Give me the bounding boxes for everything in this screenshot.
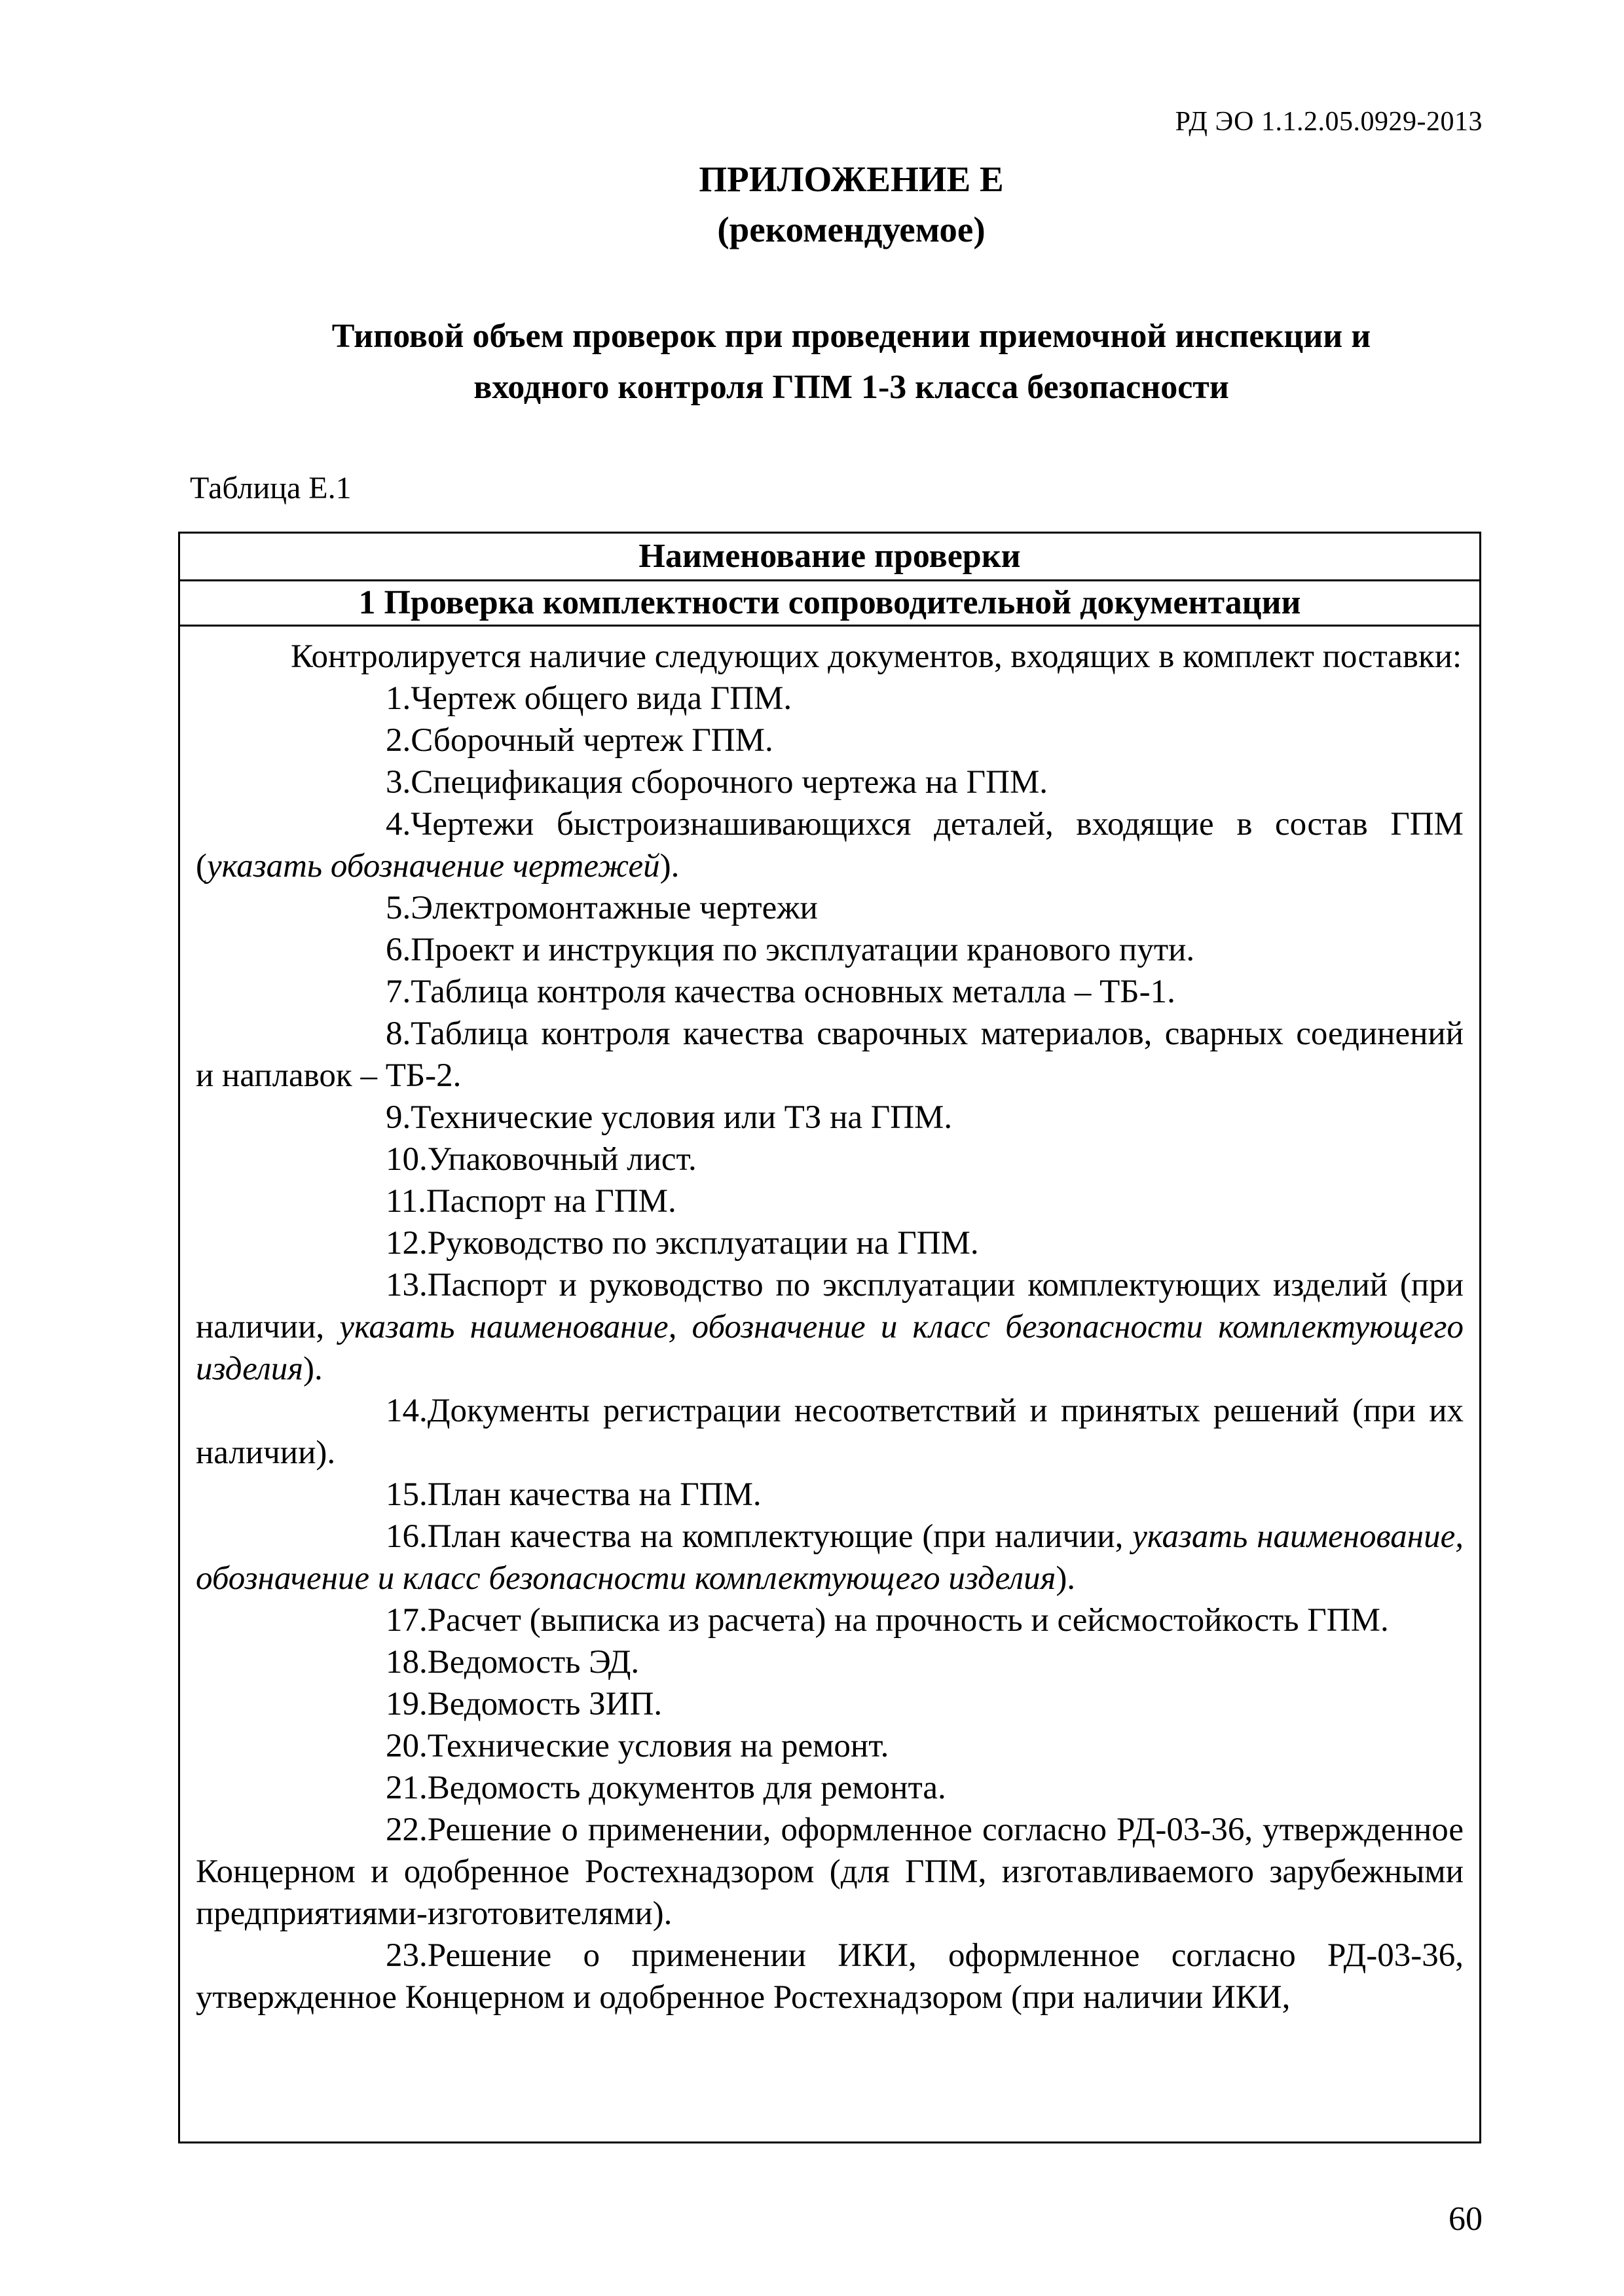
list-item-number: 12.: [386, 1225, 428, 1262]
list-item-number: 20.: [386, 1728, 428, 1764]
page-number: 60: [1449, 2200, 1483, 2238]
document-heading: [196, 311, 1506, 413]
list-item-text: Ведомость ЭД.: [427, 1644, 640, 1681]
column-header: Наименование проверки: [179, 533, 1481, 581]
list-item-number: 4.: [386, 806, 411, 843]
list-item: [196, 1725, 1464, 1767]
document-list: [196, 678, 1464, 2018]
table-caption: Таблица Е.1: [190, 471, 352, 505]
list-item-number: 18.: [386, 1644, 428, 1681]
list-item-number: 13.: [386, 1267, 428, 1303]
list-item-text: Таблица контроля качества сварочных материалов, сварных соединений и наплавок – ТБ-2.: [196, 1015, 1464, 1094]
list-item-number: 2.: [386, 722, 411, 759]
list-item: [196, 678, 1464, 720]
list-item: [196, 1767, 1464, 1809]
list-item-text: Чертеж общего вида ГПМ.: [411, 680, 792, 717]
list-item-text: Паспорт на ГПМ.: [426, 1183, 676, 1220]
list-item-number: 15.: [386, 1476, 428, 1513]
list-item: [196, 1013, 1464, 1097]
list-item-text: Руководство по эксплуатации на ГПМ.: [427, 1225, 979, 1262]
list-item-text: Паспорт и руководство по эксплуатации комплектующих изделий (при наличии,: [196, 1267, 1464, 1345]
list-item-number: 9.: [386, 1099, 411, 1136]
list-item: [196, 1935, 1464, 2018]
heading-line-1: Типовой объем проверок при проведении приемочной инспекции и: [331, 318, 1371, 355]
list-item-number: 5.: [386, 890, 411, 926]
section-title: 1 Проверка комплектности сопроводительной документации: [179, 581, 1481, 626]
list-item-number: 17.: [386, 1602, 428, 1639]
list-item-number: 14.: [386, 1393, 428, 1429]
list-item: [196, 1390, 1464, 1474]
list-item-text: Электромонтажные чертежи: [411, 890, 818, 926]
list-item-text: Ведомость документов для ремонта.: [427, 1770, 946, 1806]
list-item: [196, 1683, 1464, 1725]
list-item-text: Упаковочный лист.: [427, 1141, 697, 1178]
list-item-number: 8.: [386, 1015, 411, 1052]
checks-table: [178, 532, 1481, 2143]
list-item-tail: ).: [303, 1351, 323, 1387]
table-header-row: [179, 533, 1481, 581]
document-code: РД ЭО 1.1.2.05.0929-2013: [1175, 107, 1483, 137]
list-item-text: План качества на комплектующие (при наличии,: [427, 1518, 1133, 1555]
list-item: [196, 1180, 1464, 1222]
list-item-text: Чертежи быстроизнашивающихся деталей, входящие в состав ГПМ (: [196, 806, 1464, 884]
list-item-number: 19.: [386, 1686, 428, 1722]
list-item: [196, 1809, 1464, 1935]
list-item-number: 21.: [386, 1770, 428, 1806]
content-cell: [179, 626, 1481, 2143]
list-item-text: Сборочный чертеж ГПМ.: [411, 722, 773, 759]
list-item: [196, 761, 1464, 803]
appendix-title: ПРИЛОЖЕНИЕ Е: [699, 159, 1004, 199]
list-item: [196, 1516, 1464, 1599]
list-item-note: указать обозначение чертежей: [206, 848, 660, 884]
list-item-text: Технические условия на ремонт.: [427, 1728, 889, 1764]
list-item-text: Документы регистрации несоответствий и принятых решений (при их наличии).: [196, 1393, 1464, 1471]
list-item-number: 6.: [386, 932, 411, 968]
list-item: [196, 1139, 1464, 1180]
list-item-number: 7.: [386, 974, 411, 1010]
list-item-number: 11.: [386, 1183, 426, 1220]
list-item-text: Технические условия или ТЗ на ГПМ.: [411, 1099, 953, 1136]
list-item-number: 10.: [386, 1141, 428, 1178]
list-item-number: 1.: [386, 680, 411, 717]
list-item-text: Спецификация сборочного чертежа на ГПМ.: [411, 764, 1048, 801]
list-item-text: Проект и инструкция по эксплуатации кранового пути.: [411, 932, 1195, 968]
list-item: [196, 887, 1464, 929]
list-item-number: 22.: [386, 1812, 428, 1848]
list-item-number: 3.: [386, 764, 411, 801]
list-item: [196, 1097, 1464, 1139]
list-item-tail: ).: [1056, 1560, 1076, 1597]
list-item-text: Ведомость ЗИП.: [427, 1686, 663, 1722]
list-item-number: 23.: [386, 1937, 428, 1974]
section-row: [179, 581, 1481, 626]
list-item-text: Таблица контроля качества основных металла – ТБ-1.: [411, 974, 1175, 1010]
list-item-text: Расчет (выписка из расчета) на прочность и сейсмостойкость ГПМ.: [427, 1602, 1389, 1639]
list-item: [196, 929, 1464, 971]
content-row: [179, 626, 1481, 2143]
list-item-text: План качества на ГПМ.: [427, 1476, 762, 1513]
list-item: [196, 803, 1464, 887]
list-item-tail: ).: [659, 848, 680, 884]
list-item-note: указать наименование, обозначение и класс безопасности комплектующего изделия: [196, 1518, 1464, 1597]
list-item-note: указать наименование, обозначение и класс безопасности комплектующего изделия: [196, 1309, 1464, 1387]
list-item-text: Решение о применении ИКИ, оформленное согласно РД-03-36, утвержденное Концерном и одобренное Ростехнадзором (при наличии ИКИ,: [196, 1937, 1464, 2016]
list-item-text: Решение о применении, оформленное согласно РД-03-36, утвержденное Концерном и одобренное Ростехнадзором (для ГПМ, изготавливаемого зарубежными предприятиями-изготовителями).: [196, 1812, 1464, 1932]
list-item-number: 16.: [386, 1518, 428, 1555]
list-item: [196, 1264, 1464, 1390]
list-item: [196, 720, 1464, 761]
intro-paragraph: Контролируется наличие следующих документов, входящих в комплект поставки:: [291, 638, 1462, 675]
list-item: [196, 1474, 1464, 1516]
list-item: [196, 971, 1464, 1013]
appendix-subtitle: (рекомендуемое): [717, 210, 986, 249]
list-item: [196, 1222, 1464, 1264]
heading-line-2: входного контроля ГПМ 1-3 класса безопасности: [473, 369, 1229, 406]
list-item: [196, 1599, 1464, 1641]
list-item: [196, 1641, 1464, 1683]
